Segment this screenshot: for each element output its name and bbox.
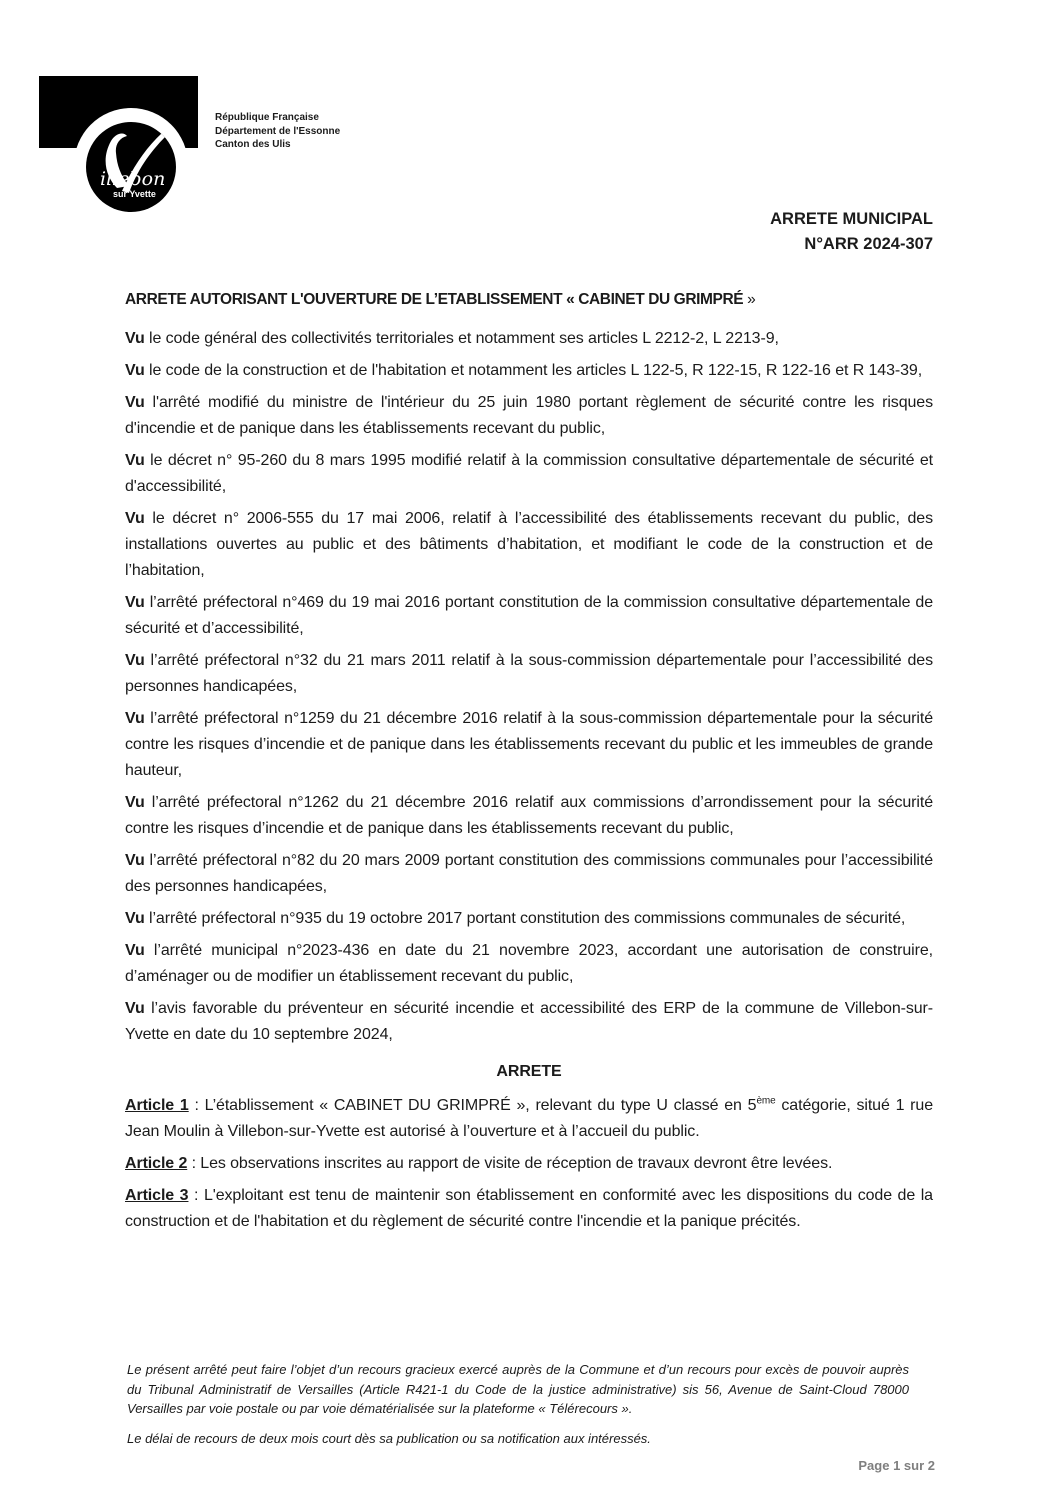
region-line-republique: République Française xyxy=(215,112,319,123)
delay-paragraph: Le délai de recours de deux mois court dès sa publication ou sa notification aux intéressés. xyxy=(127,1430,651,1446)
article-3-label: Article 3 xyxy=(125,1187,189,1204)
article-1-superscript: ème xyxy=(756,1095,776,1107)
vu-paragraph xyxy=(125,706,933,784)
vu-lead: Vu xyxy=(125,852,145,869)
article-2-label: Article 2 xyxy=(125,1155,188,1172)
vu-text: le décret n° 95-260 du 8 mars 1995 modifié relatif à la commission consultative départementale de sécurité et d'accessibilité, xyxy=(125,452,933,495)
vu-lead: Vu xyxy=(125,594,145,611)
arrete-heading: ARRETE xyxy=(496,1063,562,1080)
vu-paragraph xyxy=(125,790,933,842)
article-2-text: : Les observations inscrites au rapport de visite de réception de travaux devront être levées. xyxy=(187,1155,833,1172)
vu-paragraph xyxy=(125,906,933,932)
vu-lead: Vu xyxy=(125,942,145,959)
city-logo-icon xyxy=(86,122,176,212)
vu-paragraph xyxy=(125,358,933,384)
document-title-main: ARRETE AUTORISANT L'OUVERTURE DE L’ETABLISSEMENT « CABINET DU GRIMPRÉ xyxy=(125,291,744,308)
article-2 xyxy=(125,1151,933,1177)
vu-text: le code de la construction et de l'habitation et notamment les articles L 122-5, R 122-15, R 122-16 et R 143-39, xyxy=(144,362,923,379)
vu-paragraph xyxy=(125,326,933,352)
vu-lead: Vu xyxy=(125,710,145,727)
article-1-label: Article 1 xyxy=(125,1097,189,1114)
vu-text: l’arrêté préfectoral n°935 du 19 octobre 2017 portant constitution des commissions communales de sécurité, xyxy=(144,910,906,927)
document-title xyxy=(125,287,933,313)
vu-text: l’arrêté préfectoral n°1262 du 21 décembre 2016 relatif aux commissions d’arrondissement pour la sécurité contre les risques d’incendie et de panique dans les établissements recevant du public, xyxy=(125,794,933,837)
vu-paragraph xyxy=(125,938,933,990)
vu-lead: Vu xyxy=(125,452,145,469)
vu-lead: Vu xyxy=(125,510,145,527)
swan-v-icon xyxy=(86,122,176,212)
vu-lead: Vu xyxy=(125,652,145,669)
vu-paragraph xyxy=(125,506,933,584)
vu-paragraph xyxy=(125,390,933,442)
document-title-tail: » xyxy=(743,291,756,308)
article-3 xyxy=(125,1183,933,1235)
vu-paragraph xyxy=(125,590,933,642)
recourse-paragraph: Le présent arrêté peut faire l’objet d’un recours gracieux exercé auprès de la Commune et d’un recours pour excès de pouvoir auprès du Tribunal Administratif de Versailles (Article R421-1 du Code de la justice administrative) sis 56, Avenue de Saint-Cloud 78000 Versailles par voie postale ou par voie dématérialisée sur la plateforme « Télérecours ». xyxy=(127,1362,909,1416)
vu-paragraph xyxy=(125,448,933,500)
legal-footnote xyxy=(127,1360,909,1458)
vu-text: le décret n° 2006-555 du 17 mai 2006, relatif à l’accessibilité des établissements recevant du public, des installations ouvertes au public et des bâtiments d’habitation, et modifiant le code de la construction et de l’habitation, xyxy=(125,510,933,579)
vu-lead: Vu xyxy=(125,394,145,411)
vu-text: le code général des collectivités territoriales et notamment ses articles L 2212-2, L 2213-9, xyxy=(144,330,779,347)
vu-lead: Vu xyxy=(125,794,145,811)
vu-paragraph xyxy=(125,848,933,900)
article-1-text-after: catégorie, situé 1 rue Jean Moulin à Villebon-sur-Yvette est autorisé à l’ouverture et à l’accueil du public. xyxy=(125,1097,933,1140)
vu-text: l’arrêté préfectoral n°82 du 20 mars 2009 portant constitution des commissions communales pour l’accessibilité des personnes handicapées, xyxy=(125,852,933,895)
vu-paragraph xyxy=(125,648,933,700)
vu-text: l’arrêté municipal n°2023-436 en date du 21 novembre 2023, accordant une autorisation de construire, d’aménager ou de modifier un établissement recevant du public, xyxy=(125,942,933,985)
vu-lead: Vu xyxy=(125,910,145,927)
vu-lead: Vu xyxy=(125,1000,145,1017)
region-block xyxy=(215,111,340,152)
document-id-block xyxy=(770,207,933,257)
article-1-text: : L’établissement « CABINET DU GRIMPRÉ », relevant du type U classé en 5 xyxy=(188,1097,757,1114)
region-line-canton: Canton des Ulis xyxy=(215,139,291,150)
vu-text: l'arrêté modifié du ministre de l'intérieur du 25 juin 1980 portant règlement de sécurité contre les risques d'incendie et de panique dans les établissements recevant du public, xyxy=(125,394,933,437)
article-1 xyxy=(125,1093,933,1145)
region-line-departement: Département de l'Essonne xyxy=(215,125,341,137)
vu-text: l’avis favorable du préventeur en sécurité incendie et accessibilité des ERP de la commune de Villebon-sur-Yvette en date du 10 septembre 2024, xyxy=(125,1000,933,1043)
vu-text: l’arrêté préfectoral n°32 du 21 mars 2011 relatif à la sous-commission départementale pour l’accessibilité des personnes handicapées, xyxy=(125,652,933,695)
vu-lead: Vu xyxy=(125,330,145,347)
page-number: Page 1 sur 2 xyxy=(858,1458,935,1473)
document-body xyxy=(125,287,933,1241)
vu-text: l’arrêté préfectoral n°1259 du 21 décembre 2016 relatif à la sous-commission départementale pour la sécurité contre les risques d’incendie et de panique dans les établissements recevant du public et les immeubles de grande hauteur, xyxy=(125,710,933,779)
vu-lead: Vu xyxy=(125,362,145,379)
vu-text: l’arrêté préfectoral n°469 du 19 mai 2016 portant constitution de la commission consultative départementale de sécurité et d’accessibilité, xyxy=(125,594,933,637)
vu-paragraph xyxy=(125,996,933,1048)
document-number: N°ARR 2024-307 xyxy=(804,235,933,253)
logo-script-text: illebon xyxy=(100,168,166,190)
logo-sub-text: sur Yvette xyxy=(113,189,156,199)
document-type: ARRETE MUNICIPAL xyxy=(770,210,933,228)
article-3-text: : L'exploitant est tenu de maintenir son établissement en conformité avec les dispositions du code de la construction et de l'habitation et du règlement de sécurité contre l'incendie et la panique précités. xyxy=(125,1187,933,1230)
